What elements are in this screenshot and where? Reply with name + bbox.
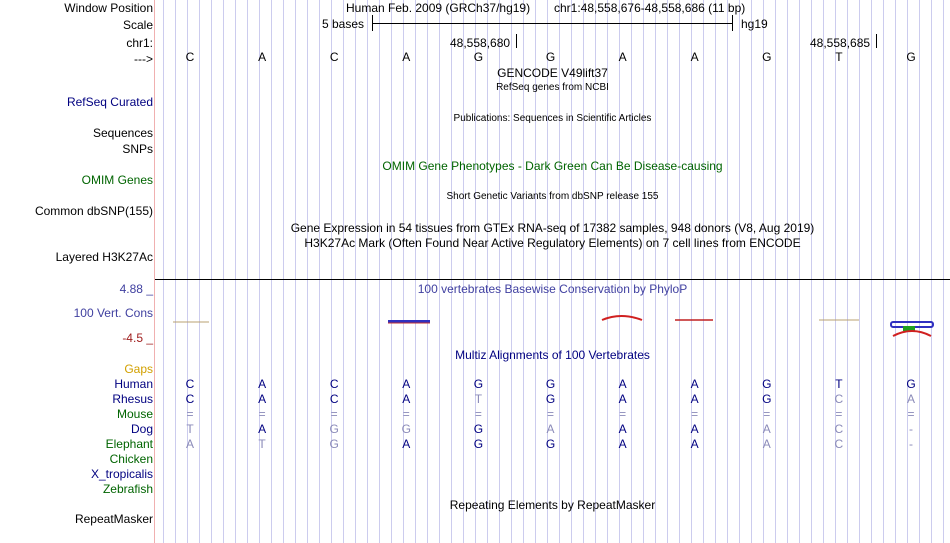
species-label: Human (114, 377, 153, 391)
species-label: Zebrafish (102, 482, 153, 496)
scale-bar (372, 15, 733, 31)
alignment-base: A (618, 437, 627, 451)
alignment-base: A (546, 422, 555, 436)
h3k27-label[interactable]: Layered H3K27Ac (55, 250, 153, 264)
alignment-base: A (762, 437, 771, 451)
alignment-base: A (690, 392, 699, 406)
alignment-base: T (835, 377, 843, 391)
reference-base: T (835, 50, 843, 64)
alignment-base: A (258, 377, 267, 391)
sequences-label[interactable]: Sequences (92, 126, 153, 140)
gaps-label: Gaps (124, 362, 153, 376)
alignment-base: G (473, 437, 484, 451)
phylop-title[interactable]: 100 vertebrates Basewise Conservation by PhyloP (417, 282, 688, 296)
alignment-base: G (906, 377, 916, 391)
alignment-base: G (329, 437, 339, 451)
alignment-base: = (186, 407, 194, 421)
publications-title[interactable]: Publications: Sequences in Scientific Articles (453, 113, 652, 124)
alignment-base: A (402, 377, 411, 391)
refseq-subtitle: RefSeq genes from NCBI (496, 82, 609, 93)
alignment-base: G (329, 422, 339, 436)
alignment-base: = (691, 407, 699, 421)
dbsnp-label[interactable]: Common dbSNP(155) (34, 204, 153, 218)
strand-label: ---> (134, 52, 153, 66)
position-text: chr1:48,558,676-48,558,686 (11 bp) (554, 1, 746, 15)
gtex-title[interactable]: Gene Expression in 54 tissues from GTEx RNA-seq of 17382 samples, 948 donors (V8, Aug 2019) (290, 221, 815, 235)
species-label: Chicken (109, 452, 153, 466)
alignment-base: = (546, 407, 554, 421)
alignment-base: G (545, 392, 556, 406)
species-label: Mouse (116, 407, 153, 421)
alignment-base: A (618, 392, 627, 406)
alignment-base: A (690, 437, 699, 451)
alignment-base: G (473, 377, 484, 391)
alignment-base: - (909, 437, 913, 451)
cons-max: 4.88 _ (119, 282, 153, 296)
repeat-label[interactable]: RepeatMasker (74, 512, 153, 526)
track-separator (155, 279, 950, 280)
alignment-base: C (834, 422, 844, 436)
alignment-base: C (834, 392, 844, 406)
alignment-base: - (909, 422, 913, 436)
alignment-base: C (185, 392, 195, 406)
alignment-base: = (907, 407, 915, 421)
alignment-base: = (835, 407, 843, 421)
snps-label[interactable]: SNPs (122, 142, 153, 156)
coord-right: 48,558,685 (810, 36, 871, 50)
alignment-base: = (763, 407, 771, 421)
cons-min: -4.5 _ (122, 331, 153, 345)
alignment-base: A (762, 422, 771, 436)
alignment-base: G (401, 422, 411, 436)
alignment-base: G (762, 377, 772, 391)
dbsnp-title[interactable]: Short Genetic Variants from dbSNP release 155 (446, 191, 659, 202)
species-label: Dog (130, 422, 153, 436)
phylop-wiggle (155, 298, 950, 348)
alignment-base: T (186, 422, 194, 436)
alignment-base: = (258, 407, 266, 421)
alignment-base: A (258, 422, 267, 436)
coord-left: 48,558,680 (450, 36, 511, 50)
reference-base: A (690, 50, 699, 64)
alignment-base: = (619, 407, 627, 421)
alignment-base: G (762, 392, 772, 406)
refseq-label[interactable]: RefSeq Curated (66, 95, 153, 109)
multiz-title[interactable]: Multiz Alignments of 100 Vertebrates (455, 348, 650, 362)
coord-right-tick (876, 34, 877, 48)
scale-label: Scale (122, 18, 153, 32)
alignment-base: T (474, 392, 483, 406)
alignment-base: = (330, 407, 338, 421)
alignment-base: G (545, 437, 556, 451)
alignment-base: A (618, 377, 627, 391)
window-position-label: Window Position (64, 1, 153, 15)
species-label: Elephant (105, 437, 153, 451)
reference-base: C (185, 50, 195, 64)
alignment-base: A (906, 392, 915, 406)
reference-base: A (258, 50, 267, 64)
gencode-title[interactable]: GENCODE V49lift37 (497, 66, 608, 80)
alignment-base: = (474, 407, 482, 421)
reference-base: A (402, 50, 411, 64)
coord-left-tick (516, 34, 517, 48)
cons-label[interactable]: 100 Vert. Cons (73, 306, 153, 320)
scale-text: 5 bases (322, 17, 365, 31)
h3k27-title[interactable]: H3K27Ac Mark (Often Found Near Active Regulatory Elements) on 7 cell lines from ENCODE (304, 236, 801, 250)
alignment-base: A (402, 437, 411, 451)
omim-label[interactable]: OMIM Genes (81, 173, 153, 187)
repeat-title[interactable]: Repeating Elements by RepeatMasker (449, 498, 656, 512)
alignment-base: A (258, 392, 267, 406)
alignment-base: C (329, 392, 339, 406)
alignment-base: A (690, 377, 699, 391)
alignment-base: A (185, 437, 194, 451)
alignment-base: T (258, 437, 266, 451)
omim-title[interactable]: OMIM Gene Phenotypes - Dark Green Can Be Disease-causing (382, 159, 723, 173)
alignment-base: A (690, 422, 699, 436)
reference-base: G (906, 50, 916, 64)
assembly-text: Human Feb. 2009 (GRCh37/hg19) (346, 1, 531, 15)
alignment-base: A (402, 392, 411, 406)
scale-db: hg19 (741, 17, 768, 31)
chrom-label: chr1: (126, 36, 153, 50)
alignment-base: C (185, 377, 195, 391)
species-label: X_tropicalis (90, 467, 153, 481)
alignment-base: G (545, 377, 556, 391)
reference-base: G (762, 50, 772, 64)
alignment-base: = (402, 407, 410, 421)
reference-base: C (329, 50, 339, 64)
reference-base: G (545, 50, 556, 64)
alignment-base: G (473, 422, 484, 436)
alignment-base: C (834, 437, 844, 451)
alignment-base: C (329, 377, 339, 391)
reference-base: G (473, 50, 484, 64)
species-label: Rhesus (112, 392, 153, 406)
reference-base: A (618, 50, 627, 64)
alignment-base: A (618, 422, 627, 436)
